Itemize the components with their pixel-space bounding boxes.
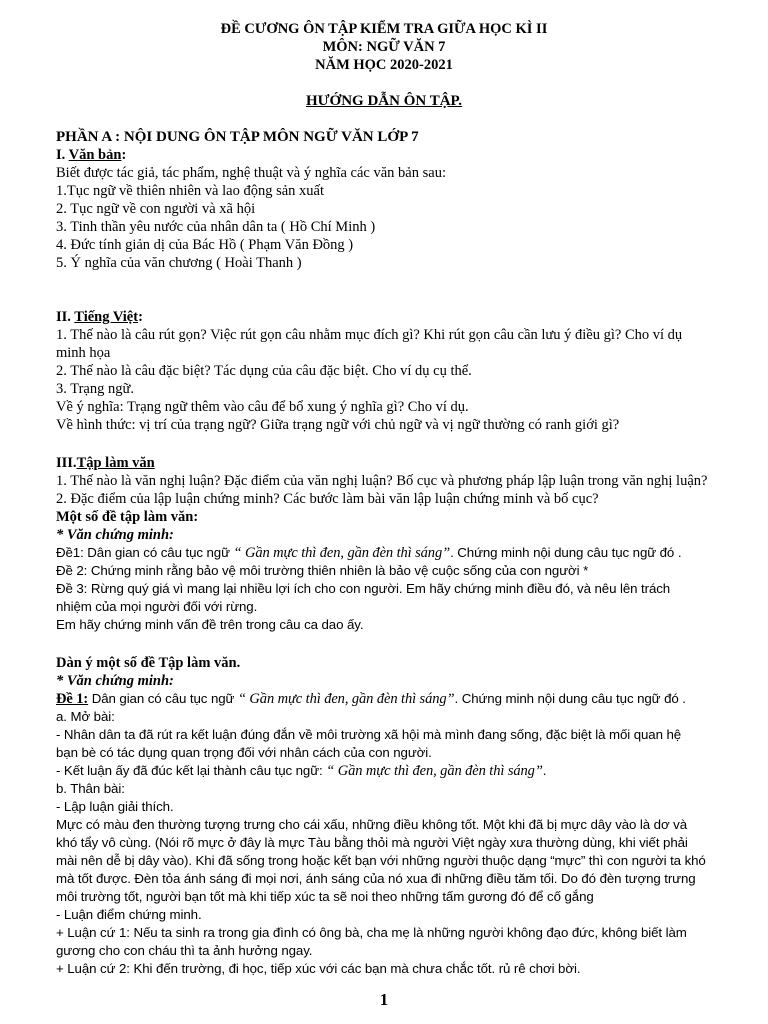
outline-line: khó tẩy vô cùng. (Nói rõ mực ở đây là mực Tàu bằng thỏi mà người Việt ngày xưa thường dùng, khi viết phải [56,835,688,850]
section-3-line: 2. Đặc điểm của lập luận chứng minh? Các bước làm bài văn lập luận chứng minh và bố cục? [56,491,599,507]
outline-proof-heading: * Văn chứng minh: [56,673,174,689]
section-3-heading: III.Tập làm văn [56,455,155,471]
outline-line: - Nhân dân ta đã rút ra kết luận đúng đắn về môi trường xã hội mà mình đang sống, đặc biệt là mối quan hệ [56,727,682,742]
outline-line: mà tốt được. Đèn tỏa ánh sáng đi mọi nơi, ánh sáng của nó xua đi những điều tăm tối. Do đó đèn tượng trưng [56,871,696,886]
doc-subject: MÔN: NGỮ VĂN 7 [322,39,446,55]
section-1-line: 3. Tinh thần yêu nước của nhân dân ta ( Hồ Chí Minh ) [56,219,376,235]
section-2-line: 2. Thế nào là câu đặc biệt? Tác dụng của câu đặc biệt. Cho ví dụ cụ thể. [56,363,472,379]
section-1-heading: I. Văn bản: [56,147,127,163]
section-1-line: Biết được tác giả, tác phẩm, nghệ thuật và ý nghĩa các văn bản sau: [56,165,446,181]
doc-title: ĐỀ CƯƠNG ÔN TẬP KIỂM TRA GIỮA HỌC KÌ II [220,21,548,37]
outline-line: - Luận điểm chứng minh. [56,907,202,922]
topic-3: Đề 3: Rừng quý giá vì mang lại nhiều lợi ích cho con người. Em hãy chứng minh điều đó, và nêu lên trách [56,581,671,596]
outline-line: môi trường tốt, người bạn tốt mà khi tiếp xúc ta sẽ noi theo những tấm gương đó để cố gắng [56,889,594,904]
section-3-line: 1. Thế nào là văn nghị luận? Đặc điểm của văn nghị luận? Bố cục và phương pháp lập luận trong văn nghị luận? [56,473,708,489]
outline-line: + Luận cứ 1: Nếu ta sinh ra trong gia đình có ông bà, cha mẹ là những người không đạo đức, không biết làm [56,925,687,940]
section-2-line: Về hình thức: vị trí của trạng ngữ? Giữa trạng ngữ với chủ ngữ và vị ngữ thường có ranh giới gì? [56,417,620,433]
section-2-line: 3. Trạng ngữ. [56,381,134,397]
part-a-heading: PHẦN A : NỘI DUNG ÔN TẬP MÔN NGỮ VĂN LỚP 7 [56,129,419,145]
section-2-heading: II. Tiếng Việt: [56,309,143,325]
outline-topic-1: Đề 1: Dân gian có câu tục ngữ “ Gần mực thì đen, gần đèn thì sáng”. Chứng minh nội dung câu tục ngữ đó . [56,691,686,707]
section-1-line: 5. Ý nghĩa của văn chương ( Hoài Thanh ) [56,255,302,271]
section-2-line: minh họa [56,345,111,361]
topic-3-cont: nhiệm của mọi người đối với rừng. [56,599,258,614]
section-1-line: 2. Tục ngữ về con người và xã hội [56,201,256,217]
section-2-line: Về ý nghĩa: Trạng ngữ thêm vào câu để bổ xung ý nghĩa gì? Cho ví dụ. [56,399,469,415]
topic-ca-dao: Em hãy chứng minh vấn đề trên trong câu ca dao ấy. [56,617,364,632]
outline-line: + Luận cứ 2: Khi đến trường, đi học, tiếp xúc với các bạn mà chưa chắc tốt. rủ rê chơi bời. [56,961,581,976]
outline-line: Mực có màu đen thường tượng trưng cho cái xấu, những điều không tốt. Một khi đã bị mực dây vào là dơ và [56,817,688,832]
section-2-line: 1. Thế nào là câu rút gọn? Việc rút gọn câu nhằm mục đích gì? Khi rút gọn câu cần lưu ý điều gì? Cho ví dụ [56,327,683,343]
outline-line: mài nên dễ bị dây vào). Khi đã sống trong hoặc kết bạn với những người thuộc dạng “mực” thì con người ta khó [56,853,706,868]
proof-heading: * Văn chứng minh: [56,527,174,543]
section-1-line: 1.Tục ngữ về thiên nhiên và lao động sản xuất [56,183,324,199]
outline-line: bạn bè có tác dụng quan trọng đối với nhân cách của con người. [56,745,432,760]
outline-heading: Dàn ý một số đề Tập làm văn. [56,655,241,671]
outline-line: - Kết luận ấy đã đúc kết lại thành câu tục ngữ: “ Gần mực thì đen, gần đèn thì sáng”. [56,763,547,779]
guide-heading: HƯỚNG DẪN ÔN TẬP. [305,93,463,109]
topic-1: Đề1: Dân gian có câu tục ngữ “ Gần mực thì đen, gần đèn thì sáng”. Chứng minh nội dung câu tục ngữ đó . [56,545,682,561]
topic-2: Đề 2: Chứng minh rằng bảo vệ môi trường thiên nhiên là bảo vệ cuộc sống của con người * [56,563,589,578]
outline-line: - Lập luận giải thích. [56,799,174,814]
doc-year: NĂM HỌC 2020-2021 [315,57,453,73]
outline-line: b. Thân bài: [56,781,125,796]
section-1-line: 4. Đức tính giản dị của Bác Hồ ( Phạm Văn Đồng ) [56,237,354,253]
outline-line: a. Mở bài: [56,709,115,724]
outline-line: gương cho con cháu thì ta ảnh hưởng ngay. [56,943,313,958]
topics-heading: Một số đề tập làm văn: [56,509,199,525]
page-number: 1 [379,990,389,1009]
